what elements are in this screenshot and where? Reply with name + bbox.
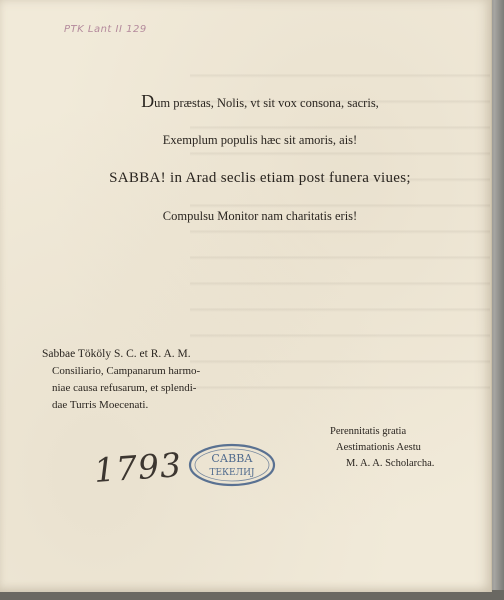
poem-line-1-text: um præstas, Nolis, vt sit vox consona, sacris, [154, 96, 379, 110]
signature-line-3: M. A. A. Scholarcha. [346, 458, 435, 469]
stamp-oval-icon [187, 442, 277, 488]
signature-block [330, 424, 490, 472]
poem-line-3: SABBA! in Arad seclis etiam post funera viues; [109, 169, 411, 186]
poem-line-2: Exemplum populis hæc sit amoris, ais! [162, 133, 358, 147]
library-stamp [187, 442, 277, 488]
stamp-line-1: САВВА [211, 452, 253, 465]
signature-line-2: Aestimationis Aestu [336, 442, 421, 453]
dedication-name: Sabbae Tököly S. C. et R. A. M. [42, 348, 191, 360]
dedication-line-4: dae Turris Moecenati. [52, 399, 149, 411]
dedication-line-3: niae causa refusarum, et splendi- [52, 382, 197, 394]
poem-block [40, 92, 480, 246]
stamp-line-2: ТЕКЕЛИЈ [209, 468, 255, 478]
poem-line-4: Compulsu Monitor nam charitatis eris! [162, 208, 358, 223]
signature-line-1: Perennitatis gratia [330, 426, 407, 437]
shelfmark-annotation: PTK Lant II 129 [64, 24, 147, 35]
handwritten-year: 1793 [92, 444, 184, 491]
poem-initial: D [141, 91, 155, 111]
poem-line-1 [40, 92, 480, 110]
dedication-block [42, 346, 272, 414]
dedication-line-2: Consiliario, Campanarum harmo- [52, 365, 201, 377]
